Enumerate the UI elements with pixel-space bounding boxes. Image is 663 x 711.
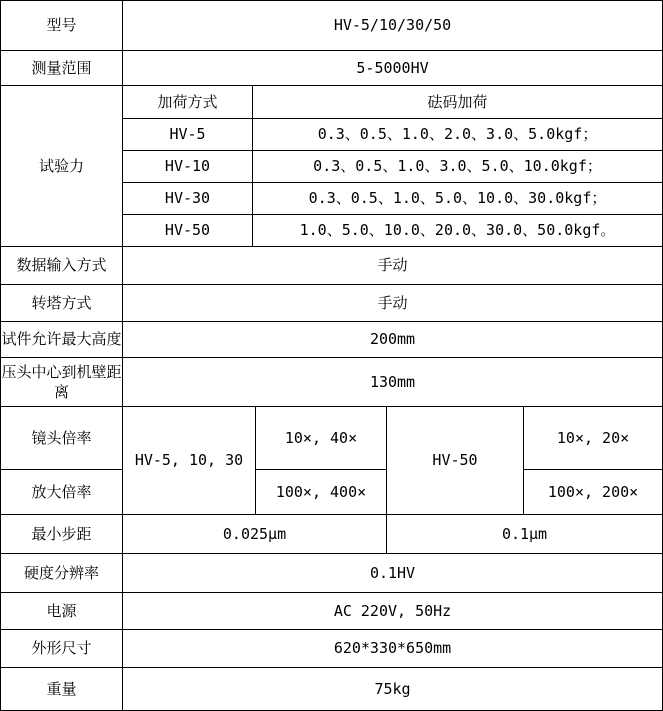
value-data-input: 手动	[123, 247, 663, 285]
row-label-lens-magnification: 镜头倍率	[1, 407, 123, 470]
value-hardness-resolution: 0.1HV	[123, 554, 663, 593]
row-label-measuring-range: 测量范围	[1, 51, 123, 86]
value-indenter-to-wall: 130mm	[123, 358, 663, 407]
table-row	[1, 470, 663, 515]
cell-forces-hv10: 0.3、0.5、1.0、3.0、5.0、10.0kgf；	[253, 151, 663, 183]
table-row	[1, 247, 663, 285]
cell-min-step-group2: 0.1μm	[387, 515, 663, 554]
value-dimensions: 620*330*650mm	[123, 630, 663, 668]
row-label-max-specimen-height: 试件允许最大高度	[1, 322, 123, 358]
cell-forces-hv5: 0.3、0.5、1.0、2.0、3.0、5.0kgf；	[253, 119, 663, 151]
row-label-test-force: 试验力	[1, 86, 123, 247]
table-row	[1, 322, 663, 358]
table-row	[1, 515, 663, 554]
row-label-model: 型号	[1, 1, 123, 51]
row-label-weight: 重量	[1, 668, 123, 711]
row-label-indenter-to-wall: 压头中心到机壁距离	[1, 358, 123, 407]
row-label-hardness-resolution: 硬度分辨率	[1, 554, 123, 593]
cell-optics-group2-models: HV-50	[387, 407, 524, 515]
cell-forces-hv30: 0.3、0.5、1.0、5.0、10.0、30.0kgf；	[253, 183, 663, 215]
cell-model-hv5: HV-5	[123, 119, 253, 151]
row-label-data-input: 数据输入方式	[1, 247, 123, 285]
cell-model-hv50: HV-50	[123, 215, 253, 247]
table-row	[1, 86, 663, 119]
table-row	[1, 554, 663, 593]
table-row	[1, 593, 663, 630]
value-max-specimen-height: 200mm	[123, 322, 663, 358]
cell-group1-magnification: 100×, 400×	[256, 470, 387, 515]
cell-group1-lens: 10×, 40×	[256, 407, 387, 470]
table-row	[1, 630, 663, 668]
value-power: AC 220V, 50Hz	[123, 593, 663, 630]
table-row	[1, 668, 663, 711]
value-weight: 75kg	[123, 668, 663, 711]
header-loading-method: 加荷方式	[123, 86, 253, 119]
table-row	[1, 1, 663, 51]
value-model: HV-5/10/30/50	[123, 1, 663, 51]
table-row	[1, 51, 663, 86]
table-row	[1, 285, 663, 322]
cell-forces-hv50: 1.0、5.0、10.0、20.0、30.0、50.0kgf。	[253, 215, 663, 247]
cell-group2-lens: 10×, 20×	[524, 407, 663, 470]
row-label-turret: 转塔方式	[1, 285, 123, 322]
row-label-power: 电源	[1, 593, 123, 630]
cell-min-step-group1: 0.025μm	[123, 515, 387, 554]
cell-optics-group1-models: HV-5, 10, 30	[123, 407, 256, 515]
row-label-dimensions: 外形尺寸	[1, 630, 123, 668]
cell-model-hv10: HV-10	[123, 151, 253, 183]
row-label-min-step: 最小步距	[1, 515, 123, 554]
table-row	[1, 358, 663, 407]
table-row	[1, 407, 663, 470]
cell-group2-magnification: 100×, 200×	[524, 470, 663, 515]
header-weight-loading: 砝码加荷	[253, 86, 663, 119]
value-turret: 手动	[123, 285, 663, 322]
cell-model-hv30: HV-30	[123, 183, 253, 215]
row-label-total-magnification: 放大倍率	[1, 470, 123, 515]
value-measuring-range: 5-5000HV	[123, 51, 663, 86]
